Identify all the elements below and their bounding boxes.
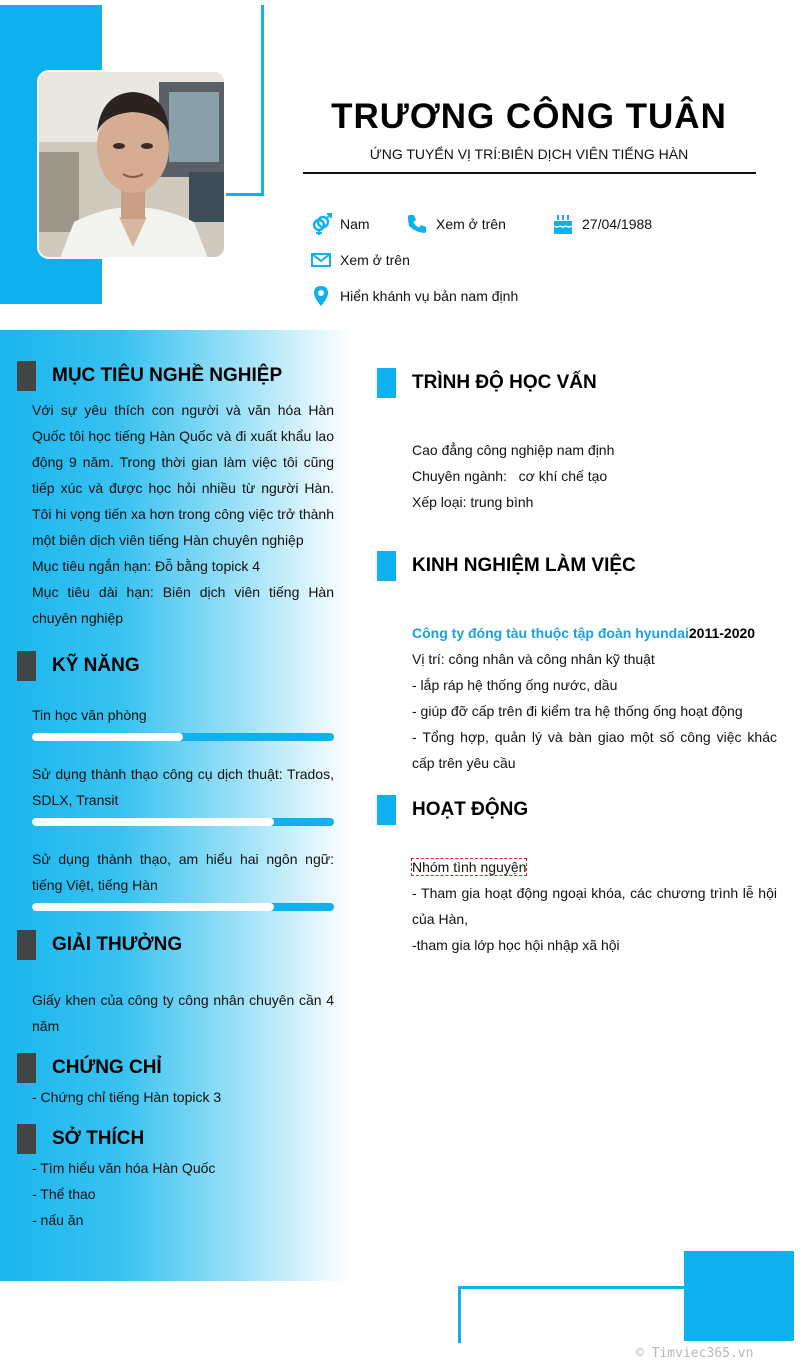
phone-value: Xem ở trên [436, 216, 506, 232]
name-divider [303, 172, 756, 174]
birthday-cake-icon [552, 213, 574, 235]
section-marker [377, 551, 396, 581]
activities-item: -tham gia lớp học hội nhập xã hội [412, 937, 620, 953]
awards-heading [17, 930, 182, 960]
decor-block-bottom [684, 1251, 794, 1341]
list-item: - Tìm hiểu văn hóa Hàn Quốc [32, 1160, 216, 1176]
activities-item: - Tham gia hoạt động ngoại khóa, các chương trình lễ hội của Hàn, [412, 885, 777, 927]
experience-years: 2011-2020 [688, 625, 756, 641]
objective-long-term: Mục tiêu dài hạn: Biên dịch viên tiếng Hàn chuyên nghiệp [32, 584, 334, 626]
company-name: Công ty đóng tàu thuộc tập đoàn hyundai [412, 625, 689, 641]
section-marker [17, 1124, 36, 1154]
address-info [310, 285, 518, 307]
objective-text [32, 397, 334, 631]
section-marker [17, 651, 36, 681]
skill-progress-fill [32, 733, 183, 741]
hobbies-title: SỞ THÍCH [52, 1128, 145, 1149]
section-marker [17, 1053, 36, 1083]
awards-text: Giấy khen của công ty công nhân chuyên cần 4 năm [32, 992, 334, 1034]
education-text [412, 437, 777, 515]
experience-duty: - lắp ráp hệ thống ống nước, dầu [412, 677, 618, 693]
hobbies-list [32, 1155, 334, 1233]
decor-line-top [261, 5, 264, 195]
section-marker [377, 368, 396, 398]
education-title: TRÌNH ĐỘ HỌC VẤN [412, 372, 597, 393]
skill-progress-fill [32, 903, 274, 911]
education-grade: Xếp loại: trung bình [412, 494, 534, 510]
mail-icon [310, 249, 332, 271]
hobbies-heading [17, 1124, 144, 1154]
list-item: - Thể thao [32, 1186, 96, 1202]
objective-short-term: Mục tiêu ngắn hạn: Đỗ bằng topick 4 [32, 558, 261, 574]
skills-heading [17, 651, 140, 681]
gender-info [310, 213, 370, 235]
candidate-name: TRƯƠNG CÔNG TUÂN [331, 97, 727, 136]
skill-label: Sử dụng thành thạo công cụ dịch thuật: Trados, SDLX, Transit [32, 766, 334, 808]
gender-value: Nam [340, 216, 370, 232]
experience-duty: - Tổng hợp, quản lý và bàn giao một số công việc khác cấp trên yêu cầu [412, 729, 777, 771]
skill-label: Sử dụng thành thạo, am hiểu hai ngôn ngữ: tiếng Việt, tiếng Hàn [32, 851, 334, 893]
skill-progress-bar [32, 818, 334, 826]
email-value: Xem ở trên [340, 252, 410, 268]
birthday-value: 27/04/1988 [582, 216, 653, 232]
decor-line-bottom-v [458, 1286, 461, 1343]
activities-group: Nhóm tình nguyện [412, 859, 527, 875]
address-value: Hiển khánh vụ bản nam định [340, 288, 519, 304]
certificates-title: CHỨNG CHỈ [52, 1057, 162, 1078]
email-info [310, 249, 410, 271]
education-school: Cao đẳng công nghiệp nam định [412, 442, 615, 458]
section-marker [377, 795, 396, 825]
watermark: © Timviec365.vn [636, 1346, 754, 1361]
activities-heading [377, 795, 528, 825]
section-marker [17, 361, 36, 391]
location-pin-icon [310, 285, 332, 307]
objective-paragraph: Với sự yêu thích con người và văn hóa Hàn Quốc tôi học tiếng Hàn Quốc và đi xuất khẩu lao động 9 năm. Trong thời gian làm việc tôi cũng tiếp xúc và được học hỏi nhiều từ người Hàn. Tôi hi vọng tiến xa hơn trong công việc trở thành một biên dịch viên tiếng Hàn chuyên nghiệp [32, 402, 334, 548]
skill-progress-fill [32, 818, 274, 826]
applied-position: ỨNG TUYỂN VỊ TRÍ:BIÊN DỊCH VIÊN TIẾNG HÀN [369, 146, 689, 162]
birthday-info [552, 213, 652, 235]
phone-icon [406, 213, 428, 235]
gender-icon [310, 213, 332, 235]
skill-label: Tin học văn phòng [32, 707, 147, 723]
activities-text [412, 854, 777, 958]
phone-info [406, 213, 506, 235]
profile-photo [37, 70, 226, 259]
certificates-heading [17, 1053, 162, 1083]
experience-company-line [412, 620, 777, 646]
skills-title: KỸ NĂNG [52, 655, 140, 676]
education-heading [377, 368, 597, 398]
list-item: - nấu ăn [32, 1212, 84, 1228]
activities-title: HOẠT ĐỘNG [412, 799, 529, 820]
skill-progress-bar [32, 733, 334, 741]
education-major: Chuyên ngành: cơ khí chế tạo [412, 468, 608, 484]
experience-role: Vị trí: công nhân và công nhân kỹ thuật [412, 651, 655, 667]
experience-text [412, 620, 777, 776]
experience-title: KINH NGHIỆM LÀM VIỆC [412, 555, 636, 576]
section-marker [17, 930, 36, 960]
objective-heading [17, 361, 282, 391]
experience-duty: - giúp đỡ cấp trên đi kiểm tra hệ thống ống hoạt động [412, 703, 743, 719]
skill-progress-bar [32, 903, 334, 911]
experience-heading [377, 551, 636, 581]
awards-title: GIẢI THƯỞNG [52, 934, 183, 955]
certificates-text: - Chứng chỉ tiếng Hàn topick 3 [32, 1089, 222, 1105]
objective-title: MỤC TIÊU NGHỀ NGHIỆP [52, 365, 283, 386]
decor-line-bottom [458, 1286, 686, 1289]
